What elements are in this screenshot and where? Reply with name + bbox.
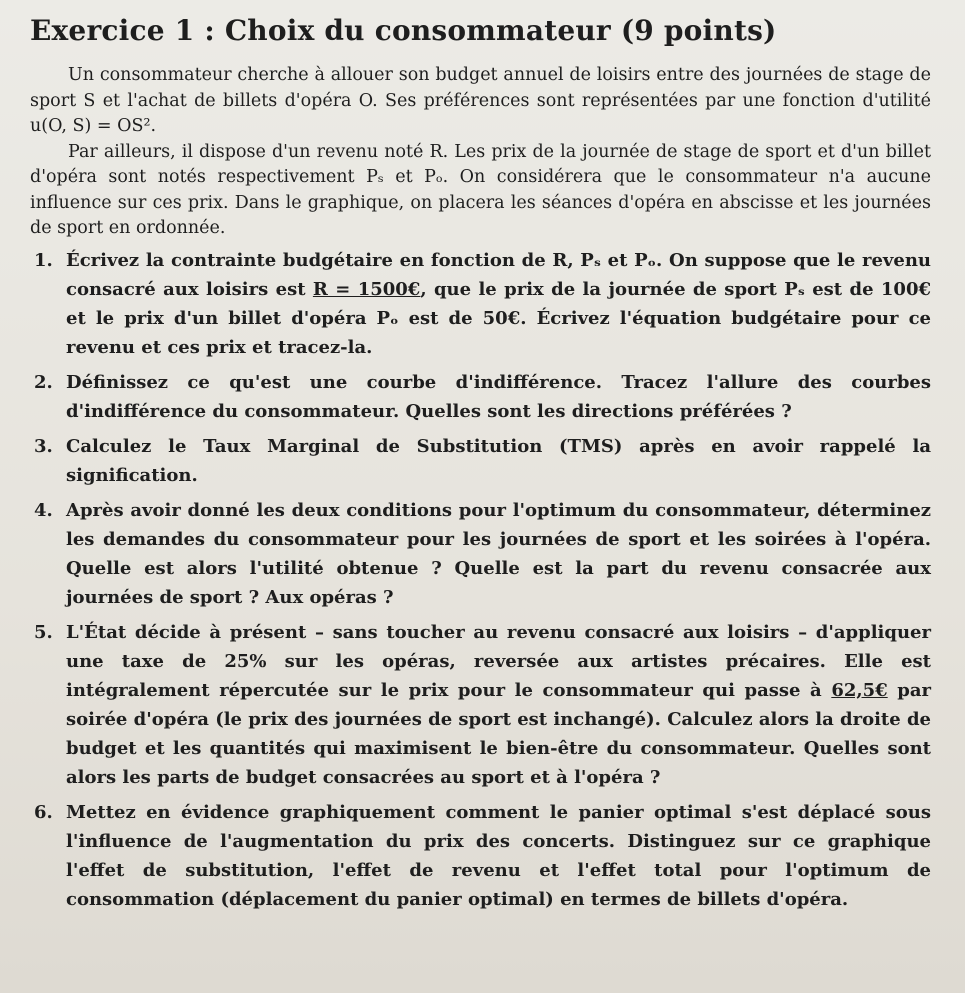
intro-paragraph-1: Un consommateur cherche à allouer son budget annuel de loisirs entre des journées de stage de sport S et l'achat de billets d'opéra O. Ses préférences sont représentées par une fonction d'utilité u(O, S) = OS². xyxy=(30,65,931,136)
question-6-number: 6. xyxy=(34,801,53,823)
question-1-revenue: R = 1500€ xyxy=(312,278,421,300)
question-6-text-a: Mettez en évidence xyxy=(66,801,280,823)
question-3-number: 3. xyxy=(34,435,53,457)
question-1-text-a: Écrivez la contrainte budgétaire en fonction de R, Pₛ et Pₒ. On suppose que le revenu consacré aux loisirs est xyxy=(66,249,931,300)
question-5 xyxy=(30,618,931,792)
question-4-number: 4. xyxy=(34,499,53,521)
question-1-text-b: , que le prix de la journée de sport Pₛ est de 100€ et le prix d'un billet d'opéra Pₒ est de 50€. Écrivez l'équation budgétaire pour ce revenu et ces prix et tracez-la. xyxy=(66,278,932,358)
question-4 xyxy=(30,496,931,612)
question-2 xyxy=(30,368,931,426)
question-6-emphasis: graphiquement xyxy=(279,801,436,823)
question-6-text-b: comment le panier optimal s'est déplacé sous l'influence de l'augmentation du prix des concerts. Distinguez sur ce graphique l'effet de substitution, l'effet de revenu et l'effet total pour l'optimum de consommation (déplacement du panier optimal) en termes de billets d'opéra. xyxy=(66,801,931,910)
question-2-number: 2. xyxy=(34,371,53,393)
question-5-text-a: L'État décide à présent – sans toucher au revenu consacré aux loisirs – d'appliquer une taxe de 25% sur les opéras, reversée aux artistes précaires. Elle est intégralement répercutée sur le prix pour le consommateur qui passe à xyxy=(66,621,931,701)
question-4-text: Après avoir donné les deux conditions pour l'optimum du consommateur, déterminez les demandes du consommateur pour les journées de sport et les soirées à l'opéra. Quelle est alors l'utilité obtenue ? Quelle est la part du revenu consacrée aux journées de sport ? Aux opéras ? xyxy=(66,499,931,608)
question-list xyxy=(30,246,931,914)
question-5-number: 5. xyxy=(34,621,53,643)
question-6 xyxy=(30,798,931,914)
exercise-title: Exercice 1 : Choix du consommateur (9 points) xyxy=(30,14,777,47)
intro-paragraph-2: Par ailleurs, il dispose d'un revenu noté R. Les prix de la journée de stage de sport et d'un billet d'opéra sont notés respectivement Pₛ et Pₒ. On considérera que le consommateur n'a aucune influence sur ces prix. Dans le graphique, on placera les séances d'opéra en abscisse et les journées de sport en ordonnée. xyxy=(30,141,931,238)
question-5-new-price: 62,5€ xyxy=(831,679,888,701)
question-1 xyxy=(30,246,931,362)
question-1-number: 1. xyxy=(34,249,53,271)
question-3-text: Calculez le Taux Marginal de Substitution (TMS) après en avoir rappelé la signification. xyxy=(66,435,931,486)
question-2-text: Définissez ce qu'est une courbe d'indifférence. Tracez l'allure des courbes d'indifférence du consommateur. Quelles sont les directions préférées ? xyxy=(66,371,931,422)
question-5-text-b: par soirée d'opéra (le prix des journées de sport est inchangé). Calculez alors la droite de budget et les quantités qui maximisent le bien-être du consommateur. Quelles sont alors les parts de budget consacrées au sport et à l'opéra ? xyxy=(66,679,932,788)
question-3 xyxy=(30,432,931,490)
